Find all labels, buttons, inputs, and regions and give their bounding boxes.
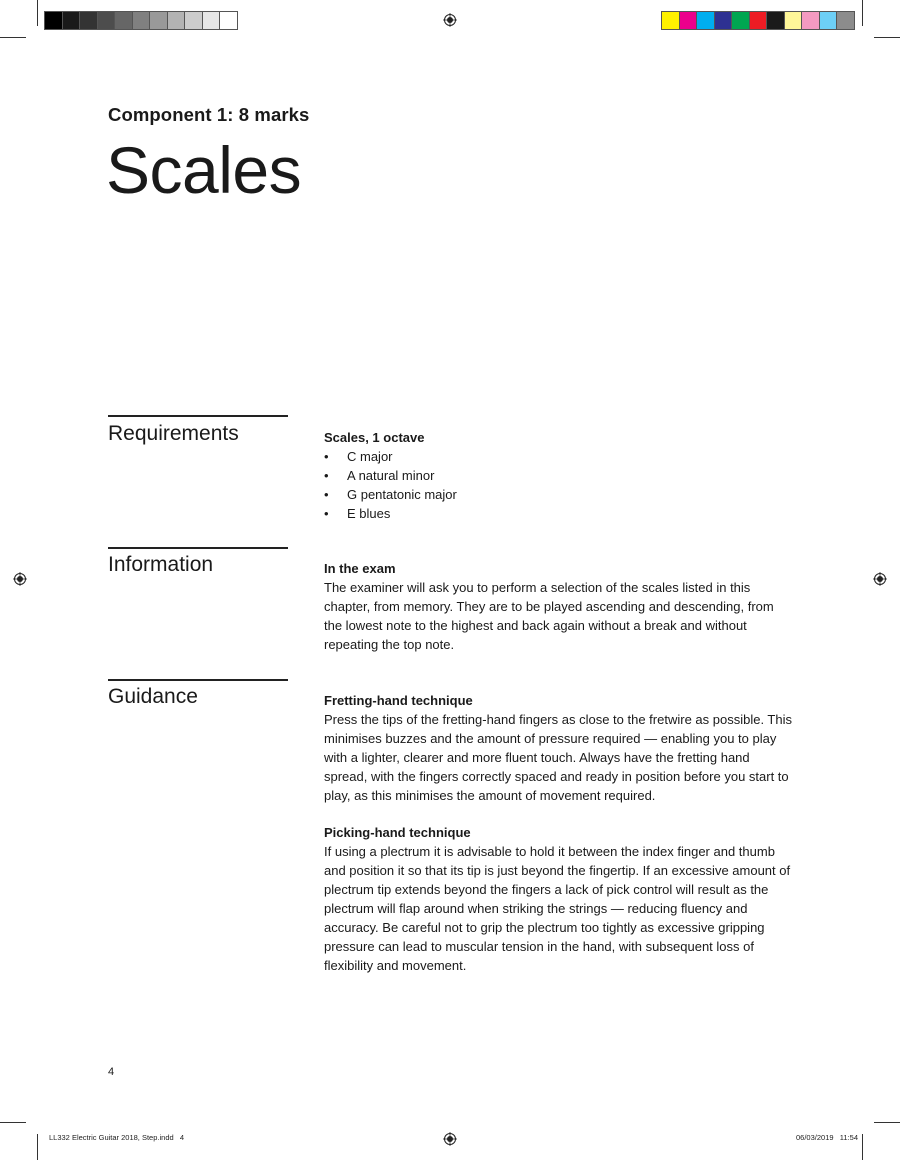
crop-mark — [874, 1122, 900, 1123]
fretting-heading: Fretting-hand technique — [324, 693, 473, 708]
crop-mark — [862, 1134, 863, 1160]
section-title-information: Information — [108, 553, 214, 576]
color-swatch — [45, 12, 63, 29]
color-swatch — [203, 12, 221, 29]
picking-body: If using a plectrum it is advisable to hold it between the index finger and thumb and position it so that its tip is just beyond the fingertip. If an excessive amount of plectrum tip extends beyond the fingers a lack of pick control will result as the plectrum will flap around when striking the strings — reducing fluency and accuracy. Be careful not to grip the plectrum too tightly as excessive gripping pressure can lead to muscular tension in the hand, with subsequent loss of flexibility and movement. — [324, 844, 791, 973]
registration-mark-icon — [873, 572, 887, 586]
registration-mark-icon — [443, 13, 457, 27]
color-swatch — [820, 12, 838, 29]
color-swatch — [220, 12, 237, 29]
registration-mark-icon — [443, 1132, 457, 1146]
color-swatch — [837, 12, 854, 29]
color-swatch — [115, 12, 133, 29]
color-swatch — [98, 12, 116, 29]
color-swatch — [662, 12, 680, 29]
requirements-content — [324, 429, 794, 524]
crop-mark — [874, 37, 900, 38]
color-swatch — [133, 12, 151, 29]
color-swatch — [80, 12, 98, 29]
color-swatch — [767, 12, 785, 29]
color-swatch — [697, 12, 715, 29]
picking-heading: Picking-hand technique — [324, 825, 471, 841]
section-rule — [108, 547, 288, 549]
crop-mark — [0, 1122, 26, 1123]
color-swatch — [168, 12, 186, 29]
color-swatch — [715, 12, 733, 29]
color-swatch — [732, 12, 750, 29]
color-swatch — [785, 12, 803, 29]
grayscale-color-bar — [44, 11, 238, 30]
page-number: 4 — [108, 1066, 115, 1078]
color-swatch — [185, 12, 203, 29]
section-title-requirements: Requirements — [108, 422, 239, 445]
information-content — [324, 560, 794, 655]
component-label: Component 1: 8 marks — [108, 104, 310, 125]
section-rule — [108, 415, 288, 417]
page-title: Scales — [106, 133, 302, 207]
scale-list — [324, 448, 794, 524]
crop-mark — [37, 1134, 38, 1160]
list-item: • G pentatonic major — [324, 486, 794, 505]
process-color-bar — [661, 11, 855, 30]
registration-mark-icon — [13, 572, 27, 586]
color-swatch — [680, 12, 698, 29]
color-swatch — [802, 12, 820, 29]
crop-mark — [37, 0, 38, 26]
section-rule — [108, 679, 288, 681]
information-body: The examiner will ask you to perform a selection of the scales listed in this chapter, from memory. They are to be played ascending and descending, from the lowest note to the highest and back again without a break and without repeating the top note. — [324, 579, 774, 652]
color-swatch — [750, 12, 768, 29]
crop-mark — [862, 0, 863, 26]
crop-mark — [0, 37, 26, 38]
slug-filename: LL332 Electric Guitar 2018, Step.indd 4 — [49, 1133, 185, 1142]
fretting-body: Press the tips of the fretting-hand fingers as close to the fretwire as possible. This minimises buzzes and the amount of pressure required — enabling you to play with a lighter, clearer and more fluent touch. Always have the fretting hand spread, with the fingers correctly spaced and ready in position before you start to play, as this minimises the amount of movement required. — [324, 711, 792, 803]
guidance-content — [324, 692, 794, 976]
list-item: • A natural minor — [324, 467, 794, 486]
section-title-guidance: Guidance — [108, 685, 198, 708]
list-item: • E blues — [324, 505, 794, 524]
color-swatch — [63, 12, 81, 29]
slug-timestamp: 06/03/2019 11:54 — [796, 1133, 858, 1142]
color-swatch — [150, 12, 168, 29]
requirements-heading: Scales, 1 octave — [324, 430, 425, 445]
list-item: • C major — [324, 448, 794, 467]
information-heading: In the exam — [324, 561, 396, 576]
